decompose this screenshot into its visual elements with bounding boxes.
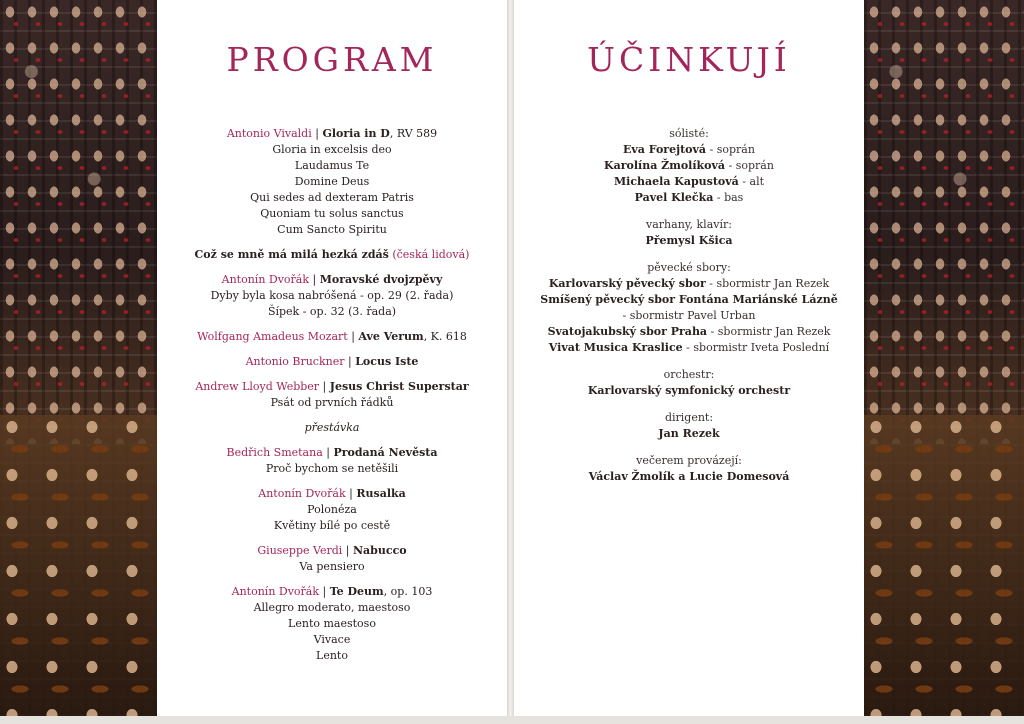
movement: Dyby byla kosa nabróšená - op. 29 (2. řada) (210, 289, 454, 302)
performer-name: Jan Rezek (658, 427, 720, 440)
performer-role: - sbormistr Pavel Urban (622, 309, 756, 322)
work-title: Prodaná Nevěsta (333, 446, 438, 459)
work-title: Locus Iste (355, 355, 419, 368)
program-entry: Antonín Dvořák | Te Deum, op. 103 Allegro moderato, maestoso Lento maestoso Vivace Lento (157, 584, 507, 664)
composer-name: Andrew Lloyd Webber (195, 380, 320, 393)
program-entry: Bedřich Smetana | Prodaná Nevěsta Proč bychom se netěšili (157, 445, 507, 477)
group-label: varhany, klavír: (646, 218, 732, 231)
performer-name: Václav Žmolík a Lucie Domesová (588, 470, 790, 483)
group-label: orchestr: (663, 368, 715, 381)
program-entry: Antonín Dvořák | Moravské dvojzpěvy Dyby byla kosa nabróšená - op. 29 (2. řada) Šípek - op. 32 (3. řada) (157, 272, 507, 320)
scan-edge (0, 716, 1024, 724)
performer-name: Svatojakubský sbor Praha (547, 325, 708, 338)
group-label: sólisté: (669, 127, 709, 140)
performer-name: Přemysl Kšica (645, 234, 733, 247)
performer-role: - sbormistr Jan Rezek (707, 325, 831, 338)
movement: Šípek - op. 32 (3. řada) (267, 305, 397, 318)
performer-group (514, 217, 864, 249)
performer-name: Michaela Kapustová (613, 175, 739, 188)
movement: Psát od prvních řádků (270, 396, 394, 409)
program-entry: Giuseppe Verdi | Nabucco Va pensiero (157, 543, 507, 575)
work-title: Rusalka (356, 487, 406, 500)
work-catalog: , K. 618 (423, 330, 467, 343)
movement: Laudamus Te (294, 159, 370, 172)
choir-singers (0, 0, 157, 444)
performers-title: ÚČINKUJÍ (587, 40, 791, 79)
movement: Proč bychom se netěšili (265, 462, 399, 475)
page-fold (507, 0, 514, 716)
movement: Domine Deus (294, 175, 370, 188)
composer-name: Wolfgang Amadeus Mozart (197, 330, 348, 343)
intermission-label: přestávka (304, 421, 360, 434)
movement: Květiny bílé po cestě (273, 519, 391, 532)
work-title: Gloria in D (322, 127, 390, 140)
performer-role: - soprán (706, 143, 755, 156)
performer-role: - bas (713, 191, 744, 204)
work-catalog: , op. 103 (383, 585, 433, 598)
program-entry (157, 247, 507, 263)
movement: Qui sedes ad dexteram Patris (250, 191, 414, 204)
work-title: Což se mně má milá hezká zdáš (194, 248, 389, 261)
performer-group (514, 260, 864, 356)
performer-name: Pavel Klečka (634, 191, 714, 204)
program-entry: Andrew Lloyd Webber | Jesus Christ Superstar Psát od prvních řádků (157, 379, 507, 411)
composer-name: Giuseppe Verdi (257, 544, 343, 557)
performer-name: Karolína Žmolíková (604, 159, 726, 172)
movement: Vivace (313, 633, 351, 646)
orchestra-musicians (864, 415, 1024, 716)
program-entry: Antonio Vivaldi | Gloria in D, RV 589 Gloria in excelsis deo Laudamus Te Domine Deus Qui sedes ad dexteram Patris Quoniam tu solus sanctus Cum Sancto Spiritu (157, 126, 507, 238)
performer-role: - soprán (725, 159, 774, 172)
group-label: pěvecké sbory: (647, 261, 731, 274)
performer-name: Smíšený pěvecký sbor Fontána Mariánské Lázně (540, 293, 838, 306)
performers-page (514, 0, 864, 716)
group-label: dirigent: (664, 411, 714, 424)
movement: Lento maestoso (288, 617, 376, 630)
program-entry: Wolfgang Amadeus Mozart | Ave Verum, K. 618 (197, 330, 467, 343)
performer-group (514, 126, 864, 206)
composer-name: Antonín Dvořák (221, 273, 310, 286)
performer-name: Vivat Musica Kraslice (548, 341, 683, 354)
program-page (157, 0, 507, 716)
work-title: Nabucco (353, 544, 407, 557)
choir-photo-left (0, 0, 157, 716)
orchestra-musicians (0, 415, 157, 716)
performer-name: Karlovarský pěvecký sbor (548, 277, 706, 290)
work-title: Jesus Christ Superstar (329, 380, 469, 393)
composer-name: Antonín Dvořák (231, 585, 320, 598)
work-title: Moravské dvojzpěvy (319, 273, 443, 286)
movement: Gloria in excelsis deo (272, 143, 392, 156)
performer-group (514, 453, 864, 485)
performer-group (514, 367, 864, 399)
movement: Allegro moderato, maestoso (253, 601, 411, 614)
program-entry: Antonín Dvořák | Rusalka Polonéza Květiny bílé po cestě (157, 486, 507, 534)
choir-photo-right (864, 0, 1024, 716)
performers-list (514, 126, 864, 496)
composer-name: Antonín Dvořák (258, 487, 346, 500)
composer-name: Antonio Vivaldi (226, 127, 312, 140)
work-title: Te Deum (329, 585, 384, 598)
movement: Lento (316, 649, 348, 662)
group-label: večerem provázejí: (636, 454, 742, 467)
composer-name: Antonio Bruckner (245, 355, 345, 368)
performer-role: - alt (738, 175, 765, 188)
performer-role: - sbormistr Jan Rezek (705, 277, 830, 290)
composer-name: Bedřich Smetana (226, 446, 323, 459)
work-note: (česká lidová) (392, 248, 470, 261)
performer-name: Karlovarský symfonický orchestr (587, 384, 791, 397)
movement: Va pensiero (299, 560, 365, 573)
movement: Cum Sancto Spiritu (277, 223, 387, 236)
movement: Quoniam tu solus sanctus (260, 207, 404, 220)
program-list (157, 126, 507, 673)
choir-singers (864, 0, 1024, 444)
program-entry: Antonio Bruckner | Locus Iste (245, 355, 419, 368)
work-catalog: , RV 589 (389, 127, 438, 140)
work-title: Ave Verum (358, 330, 424, 343)
performer-name: Eva Forejtová (623, 143, 707, 156)
performer-role: - sbormistr Iveta Poslední (682, 341, 830, 354)
program-title: PROGRAM (226, 40, 438, 79)
movement: Polonéza (307, 503, 357, 516)
performer-group (514, 410, 864, 442)
